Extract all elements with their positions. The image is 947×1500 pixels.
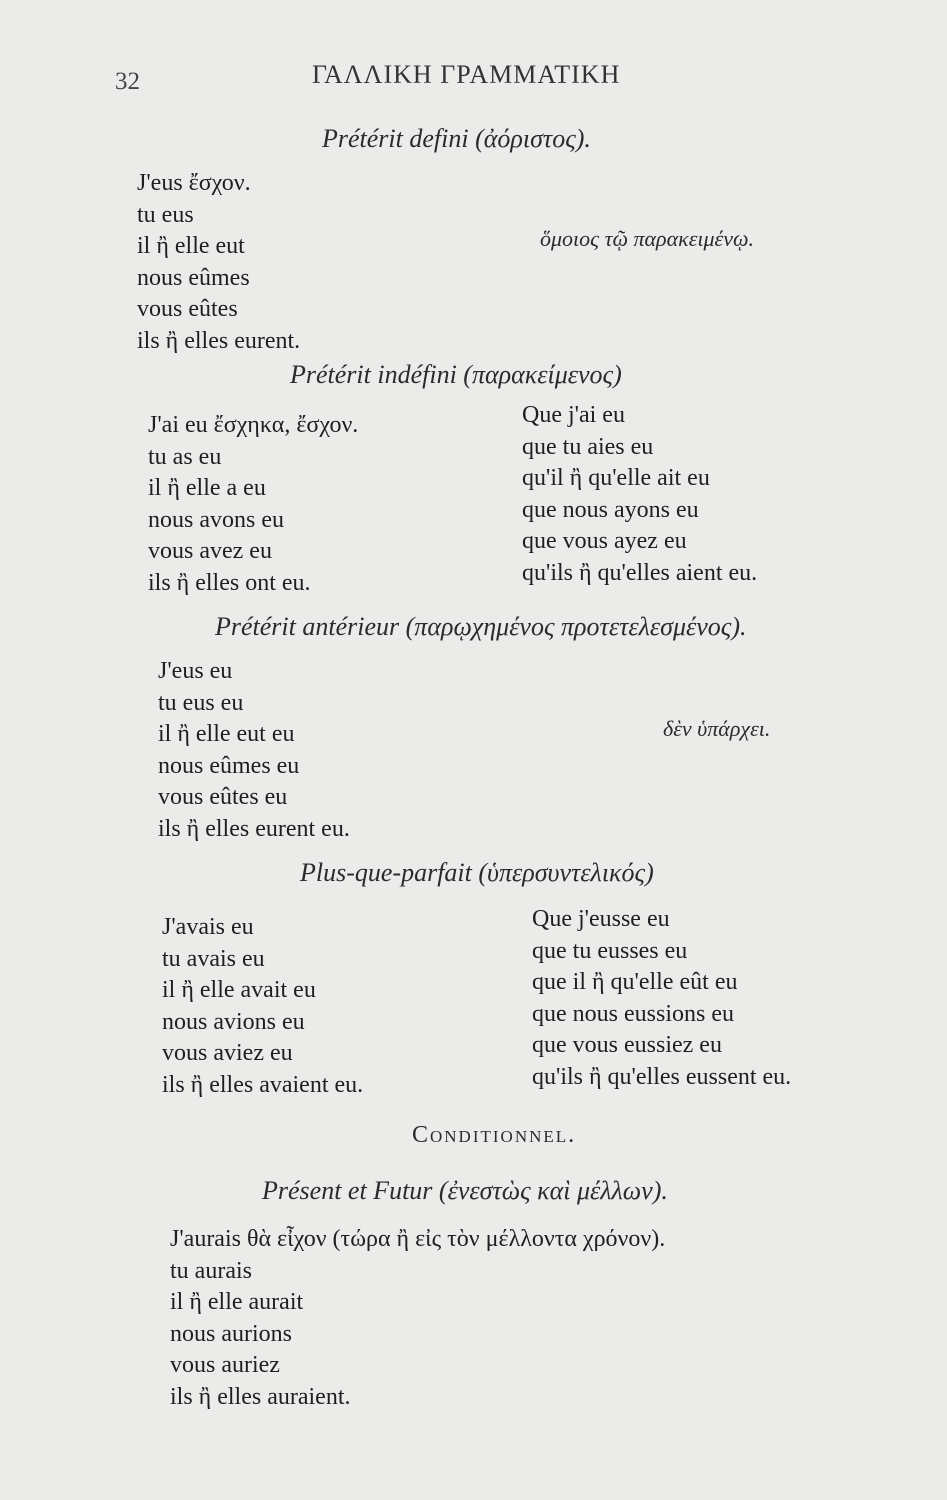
conjugation-line: que il ἢ qu'elle eût eu [532,969,738,995]
preterit-indefini-subjunctive [522,400,757,589]
conjugation-line: ils ἢ elles auraient. [170,1383,351,1410]
page-number: 32 [115,68,140,95]
conjugation-line: nous eûmes [137,264,250,291]
conjugation-line: Que j'eusse eu [532,906,670,932]
conjugation-line: que vous eussiez eu [532,1032,722,1058]
conjugation-line: que nous eussions eu [532,1000,734,1027]
plus-que-parfait-indicative [162,912,363,1101]
conjugation-line: il ἢ elle eut [137,233,245,259]
conjugation-line: tu eus eu [158,689,244,716]
section-heading-preterit-defini: Prétérit defini (ἀόριστος). [322,124,591,153]
conjugation-line: que tu aies eu [522,433,654,460]
conjugation-line: Que j'ai eu [522,402,625,428]
conjugation-line: vous aviez eu [162,1040,293,1066]
conjugation-line: J'eus ἔσχον. [137,170,251,196]
conjugation-line: vous eûtes [137,296,238,322]
conjugation-line: J'aurais θὰ εἶχον (τώρα ἢ εἰς τὸν μέλλοντα χρόνον). [170,1226,666,1252]
conjugation-line: qu'ils ἢ qu'elles eussent eu. [532,1063,792,1090]
conjugation-line: il ἢ elle a eu [148,475,266,501]
conjugation-line: nous eûmes eu [158,752,300,779]
conjugation-line: nous avions eu [162,1008,305,1035]
conjugation-line: ils ἢ elles eurent. [137,327,301,354]
greek-note: δὲν ὑπάρχει. [663,716,771,741]
conjugation-line: vous auriez [170,1352,280,1378]
conjugation-line: ils ἢ elles ont eu. [148,569,311,596]
plus-que-parfait-subjunctive [532,904,791,1093]
conjugation-line: qu'il ἢ qu'elle ait eu [522,465,710,491]
conjugation-line: vous avez eu [148,538,272,564]
conjugation-line: il ἢ elle eut eu [158,721,295,747]
conjugation-line: que vous ayez eu [522,528,687,554]
conjugation-line: il ἢ elle aurait [170,1289,304,1315]
conjugation-line: nous avons eu [148,506,284,533]
conjugation-line: J'ai eu ἔσχηκα, ἔσχον. [148,412,359,438]
conjugation-line: ils ἢ elles avaient eu. [162,1071,364,1098]
running-title: ΓΑΛΛΙΚΗ ΓΡΑΜΜΑΤΙΚΗ [312,60,621,89]
conjugation-line: il ἢ elle avait eu [162,977,316,1003]
conjugation-line: tu avais eu [162,945,265,972]
preterit-anterieur-list [158,656,350,845]
conjugation-line: J'avais eu [162,914,254,940]
section-heading-plus-que-parfait: Plus-que-parfait (ὑπερσυντελικός) [300,858,654,887]
section-heading-preterit-anterieur: Prétérit antérieur (παρῳχημένος προτετελεσμένος). [215,612,747,641]
conjugation-line: vous eûtes eu [158,784,288,810]
conjugation-line: que nous ayons eu [522,496,699,523]
conjugation-line: nous aurions [170,1320,292,1347]
preterit-indefini-indicative [148,410,358,599]
conditionnel-list [170,1224,665,1413]
section-heading-preterit-indefini: Prétérit indéfini (παρακείμενος) [290,360,622,389]
conjugation-line: que tu eusses eu [532,937,688,964]
greek-note: ὅμοιος τῷ παρακειμένῳ. [540,226,755,251]
section-title-conditionnel: Conditionnel. [412,1122,577,1148]
preterit-defini-list [137,168,300,357]
conjugation-line: J'eus eu [158,658,233,684]
conjugation-line: tu eus [137,201,194,228]
conjugation-line: tu as eu [148,443,222,470]
conjugation-line: tu aurais [170,1257,252,1284]
conjugation-line: ils ἢ elles eurent eu. [158,815,350,842]
section-heading-present-futur: Présent et Futur (ἐνεστὼς καὶ μέλλων). [262,1176,668,1205]
conjugation-line: qu'ils ἢ qu'elles aient eu. [522,559,758,586]
